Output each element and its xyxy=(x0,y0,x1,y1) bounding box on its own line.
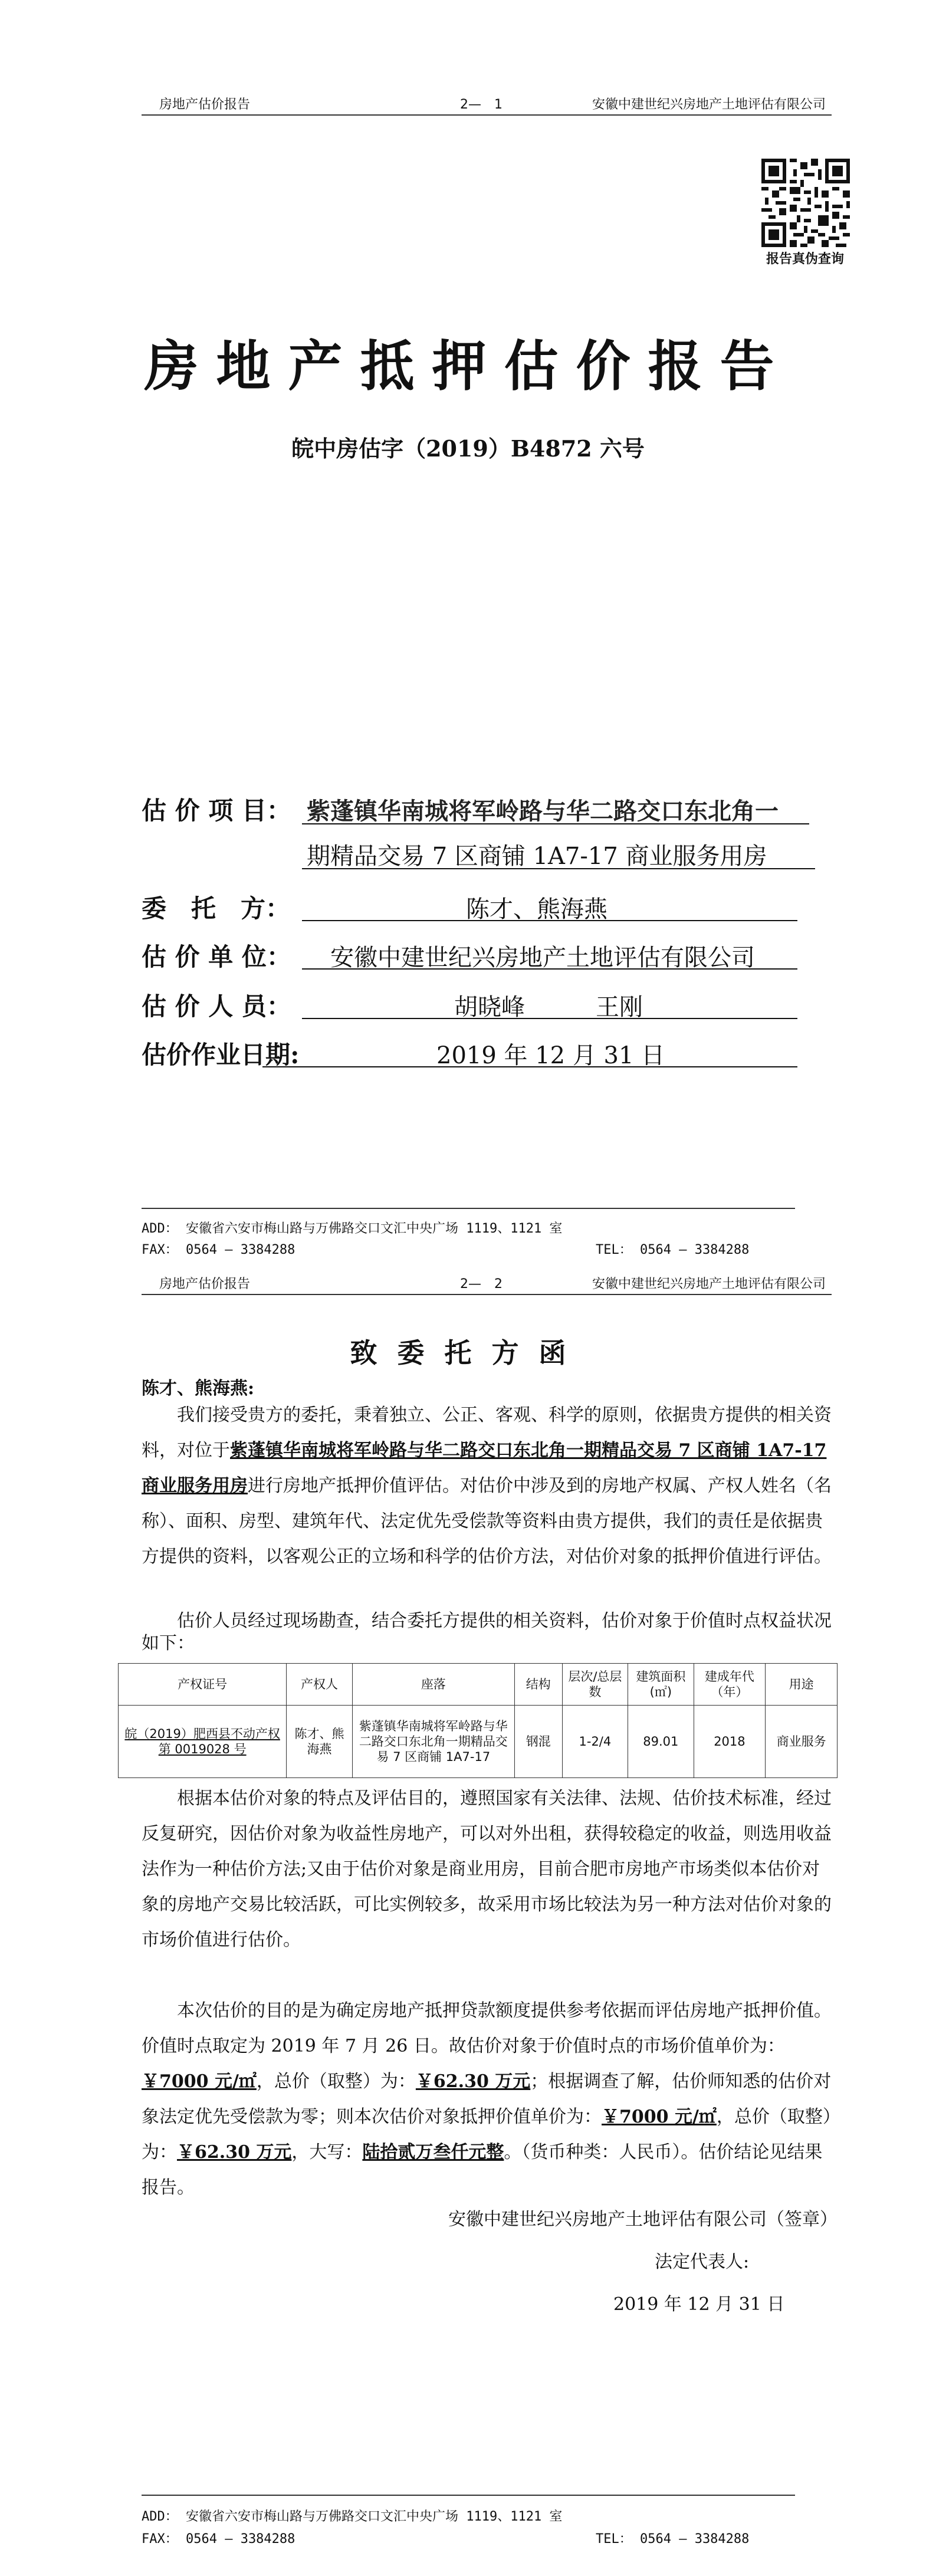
header-left: 房地产估价报告 xyxy=(159,97,251,112)
page1-footer-rule xyxy=(142,1208,795,1209)
appraiser-org-label: 估 价 单 位： xyxy=(142,942,291,971)
project-underline-2 xyxy=(302,868,815,869)
th-floor: 层次/总层数 xyxy=(562,1664,628,1706)
amount-in-words: 陆拾贰万叁仟元整 xyxy=(362,2142,504,2163)
page2-footer-address: ADD： 安徽省六安市梅山路与万佛路交口文汇中央广场 1119、1121 室 xyxy=(142,2509,563,2524)
cell-build-year: 2018 xyxy=(694,1706,766,1778)
document-number: 皖中房估字（2019）B4872 六号 xyxy=(291,435,645,462)
appraisers-underline xyxy=(302,1018,797,1019)
project-value-line2: 期精品交易 7 区商铺 1A7-17 商业服务用房 xyxy=(307,843,767,870)
page1-footer-address: ADD： 安徽省六安市梅山路与万佛路交口文汇中央广场 1119、1121 室 xyxy=(142,1221,563,1236)
signature-legal-rep: 法定代表人: xyxy=(655,2252,750,2272)
date-underline xyxy=(262,1066,797,1067)
th-location: 座落 xyxy=(352,1664,514,1706)
header-page-number: 2— 2 xyxy=(460,1277,503,1292)
cell-usage: 商业服务 xyxy=(766,1706,838,1778)
cell-cert-no: 皖（2019）肥西县不动产权第 0019028 号 xyxy=(119,1706,287,1778)
paragraph-1-c: 进行房地产抵押价值评估。对估价中涉及到的房地产权属、产权人姓名（名称）、面积、房型、建筑年代、法定优先受偿款等资料由贵方提供，我们的责任是依据贵方提供的资料，以客观公正的立场和科学的估价方法，对估价对象的抵押价值进行评估。 xyxy=(142,1476,832,1567)
paragraph-4-c: ；根据调查了解，估价师知悉的估价对象法定优先受偿款为零；则本次估价对象抵押价值单价为： xyxy=(142,2071,832,2127)
project-value-line1: 紫蓬镇华南城将军岭路与华二路交口东北角一 xyxy=(307,797,779,825)
date-label: 估价作业日期: xyxy=(142,1040,300,1069)
paragraph-4 xyxy=(142,1993,832,2206)
th-owner: 产权人 xyxy=(287,1664,352,1706)
appraiser-2: 王刚 xyxy=(596,994,643,1021)
th-structure: 结构 xyxy=(514,1664,562,1706)
appraisers-label: 估 价 人 员： xyxy=(142,992,291,1021)
header-company: 安徽中建世纪兴房地产土地评估有限公司 xyxy=(592,97,826,112)
page2-footer-fax: FAX： 0564 — 3384288 xyxy=(142,2532,295,2547)
appraiser-org-value: 安徽中建世纪兴房地产土地评估有限公司 xyxy=(330,944,755,971)
paragraph-4-b: ，总价（取整）为： xyxy=(256,2071,416,2092)
paragraph-2 xyxy=(142,1610,832,1655)
qr-code-graphic xyxy=(761,159,850,247)
appraiser-1: 胡晓峰 xyxy=(454,994,525,1021)
paragraph-4-d: ，总价（取整）为： xyxy=(142,2107,832,2163)
cell-structure: 钢混 xyxy=(514,1706,562,1778)
paragraph-1 xyxy=(142,1398,832,1575)
project-underline-1 xyxy=(302,823,809,824)
page1-footer-fax: FAX： 0564 — 3384288 xyxy=(142,1243,295,1257)
cell-area: 89.01 xyxy=(628,1706,694,1778)
page2-footer-rule xyxy=(142,2495,795,2496)
page1-header xyxy=(142,88,832,116)
project-label: 估 价 项 目： xyxy=(142,796,291,825)
table-header-row xyxy=(119,1664,838,1706)
cell-floor: 1-2/4 xyxy=(562,1706,628,1778)
page1-footer-tel: TEL： 0564 — 3384288 xyxy=(596,1243,750,1257)
paragraph-4-f: 。（货币种类：人民币）。估价结论见结果报告。 xyxy=(142,2142,823,2198)
date-value: 2019 年 12 月 31 日 xyxy=(436,1042,665,1069)
cell-owner: 陈才、熊海燕 xyxy=(287,1706,352,1778)
page2-footer-tel: TEL： 0564 — 3384288 xyxy=(596,2532,750,2547)
client-underline xyxy=(302,920,797,921)
qr-code[interactable] xyxy=(761,158,850,248)
market-total-price: ￥62.30 万元 xyxy=(415,2071,531,2092)
property-rights-table xyxy=(118,1663,838,1778)
th-cert-no: 产权证号 xyxy=(119,1664,287,1706)
paragraph-4-a: 本次估价的目的是为确定房地产抵押贷款额度提供参考依据而评估房地产抵押价值。价值时点取定为 2019 年 7 月 26 日。故估价对象于价值时点的市场价值单价为： xyxy=(142,2000,832,2056)
paragraph-3 xyxy=(142,1781,832,1958)
market-unit-price: ￥7000 元/㎡ xyxy=(142,2071,257,2092)
appraiser-org-underline xyxy=(302,968,797,970)
table-row xyxy=(119,1706,838,1778)
paragraph-1-a: 我们接受贵方的委托，秉着独立、公正、客观、科学的原则，依据贵方提供的相关资料，对位于 xyxy=(142,1405,832,1461)
page2-header xyxy=(142,1268,832,1295)
th-build-year: 建成年代（年） xyxy=(694,1664,766,1706)
th-usage: 用途 xyxy=(766,1664,838,1706)
property-address: 紫蓬镇华南城将军岭路与华二路交口东北角一期精品交易 7 区商铺 1A7-17 商业服务用房 xyxy=(142,1440,827,1496)
qr-caption: 报告真伪查询 xyxy=(766,252,844,267)
letter-title: 致委托方函 xyxy=(350,1337,586,1369)
mortgage-unit-price: ￥7000 元/㎡ xyxy=(602,2107,717,2127)
client-label: 委 托 方： xyxy=(142,894,291,923)
mortgage-total-price: ￥62.30 万元 xyxy=(177,2142,292,2163)
header-left: 房地产估价报告 xyxy=(159,1277,251,1292)
salutation: 陈才、熊海燕: xyxy=(142,1378,255,1399)
client-value: 陈才、熊海燕 xyxy=(466,896,607,923)
signature-date: 2019 年 12 月 31 日 xyxy=(613,2294,785,2315)
report-title: 房地产抵押估价报告 xyxy=(144,334,792,398)
header-company: 安徽中建世纪兴房地产土地评估有限公司 xyxy=(592,1277,826,1292)
paragraph-4-e: ，大写： xyxy=(291,2142,363,2163)
cell-location: 紫蓬镇华南城将军岭路与华二路交口东北角一期精品交易 7 区商铺 1A7-17 xyxy=(352,1706,514,1778)
header-page-number: 2— 1 xyxy=(460,97,503,112)
paragraph-2-text: 估价人员经过现场勘查，结合委托方提供的相关资料，估价对象于价值时点权益状况如下： xyxy=(142,1611,832,1654)
paragraph-3-text: 根据本估价对象的特点及评估目的，遵照国家有关法律、法规、估价技术标准，经过反复研究，因估价对象为收益性房地产，可以对外出租，获得较稳定的收益，则选用收益法作为一种估价方法;又由于估价对象是商业用房，目前合肥市房地产市场类似本估价对象的房地产交易比较活跃，可比实例较多，故采用市场比较法为另一种方法对估价对象的市场价值进行估价。 xyxy=(142,1788,832,1950)
th-area: 建筑面积(㎡) xyxy=(628,1664,694,1706)
signature-company: 安徽中建世纪兴房地产土地评估有限公司（签章） xyxy=(448,2209,838,2230)
